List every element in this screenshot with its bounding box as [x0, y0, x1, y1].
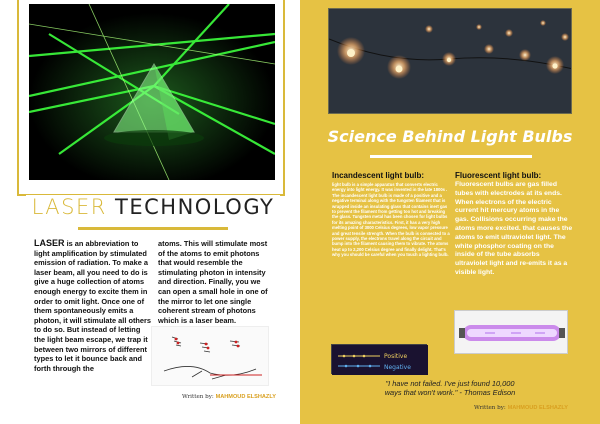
fluorescent-heading: Fluorescent light bulb:: [455, 171, 542, 180]
right-credit: [474, 405, 568, 411]
electron-flow-diagram: [331, 344, 427, 374]
incandescent-heading: Incandescent light bulb:: [332, 171, 425, 180]
quote-line-1: "I have not failed. I've just found 10,000: [385, 379, 515, 388]
credit-author-right: MAHMOUD ELSHAZLY: [507, 405, 568, 411]
laser-text-column-1: [34, 239, 152, 373]
title-underline: [78, 227, 228, 230]
fluorescent-tube-illustration: [454, 310, 568, 354]
laser-lead-word: LASER: [34, 238, 65, 248]
laser-text-column-2: atoms. This will stimulate most of the atoms to emit photons that would resemble the stimulating photon in intensity and direction. Finally, you we can open a small hole in one of the mirror to let one single coherent stream of photons which is a laser beam.: [158, 239, 268, 325]
laser-prism-photo: [29, 4, 275, 180]
credit-author: MAHMOUD ELSHAZLY: [215, 394, 276, 400]
incandescent-text: light bulb is a simple apparatus that converts electric energy into light energy. It was invented in the late 1800s . The incandescent light bulb is made of a positive and a negative terminal along with the tungsten filament that is wrapped inside an insulating glass that contains inert gas to prevent the filament from getting too hot and breaking the glass. Tungsten metal has been chosen for light bulbs for its amazing characteristics. First, it has a very high melting point of 3000 Celsius degrees, low vapor pressure and great tensile strength. When the bulb is connected to a power supply, the electrons travel along the circuit and bump into the filament causing them to vibrate. The atoms heat up to 2,200 Celsius degree and finally delight. That's why you should be careful when you touch a lighting bulb.: [332, 182, 450, 258]
title-word-laser: LASER: [31, 195, 107, 219]
laser-photo-frame: [17, 0, 285, 196]
title-word-technology: TECHNOLOGY: [115, 195, 275, 219]
laser-mirror-sketch: [151, 326, 269, 386]
right-title-underline: [370, 155, 532, 158]
edison-quote: [300, 379, 600, 397]
credit-prefix-right: Written by:: [474, 405, 506, 411]
laser-text-1: is an abbreviation to light amplification by stimulated emission of radiation. To make a laser beam, all you need to do is give a huge collection of atoms enough energy to excite them in order to omit light. Once one of them spontaneously emits a photon, it will stimulate all others to do so. But instead of letting the light beam escape, we trap it between two mirrors of different types to let it bounce back and forth through the: [34, 239, 152, 373]
fluorescent-text: Fluorescent bulbs are gas filled tubes with electrodes at its ends. When electrons of the electric current hit mercury atoms in the gas. Collisions occurring make the atoms more excited. that causes the atoms to emit ultraviolet light. The white phosphor coating on the inside of the tube absorbs ultraviolet light and re-emits it as a visible light.: [455, 181, 573, 276]
light-bulbs-title: Science Behind Light Bulbs: [327, 127, 573, 146]
credit-prefix: Written by:: [182, 394, 214, 400]
diagram-positive-label: Positive: [384, 353, 408, 360]
right-page: [300, 0, 600, 424]
quote-line-2: ways that won't work." - Thomas Edison: [384, 388, 516, 397]
left-credit: [182, 394, 276, 400]
string-lights-photo: [328, 8, 572, 114]
laser-technology-title: [26, 195, 280, 219]
diagram-negative-label: Negative: [384, 364, 411, 371]
